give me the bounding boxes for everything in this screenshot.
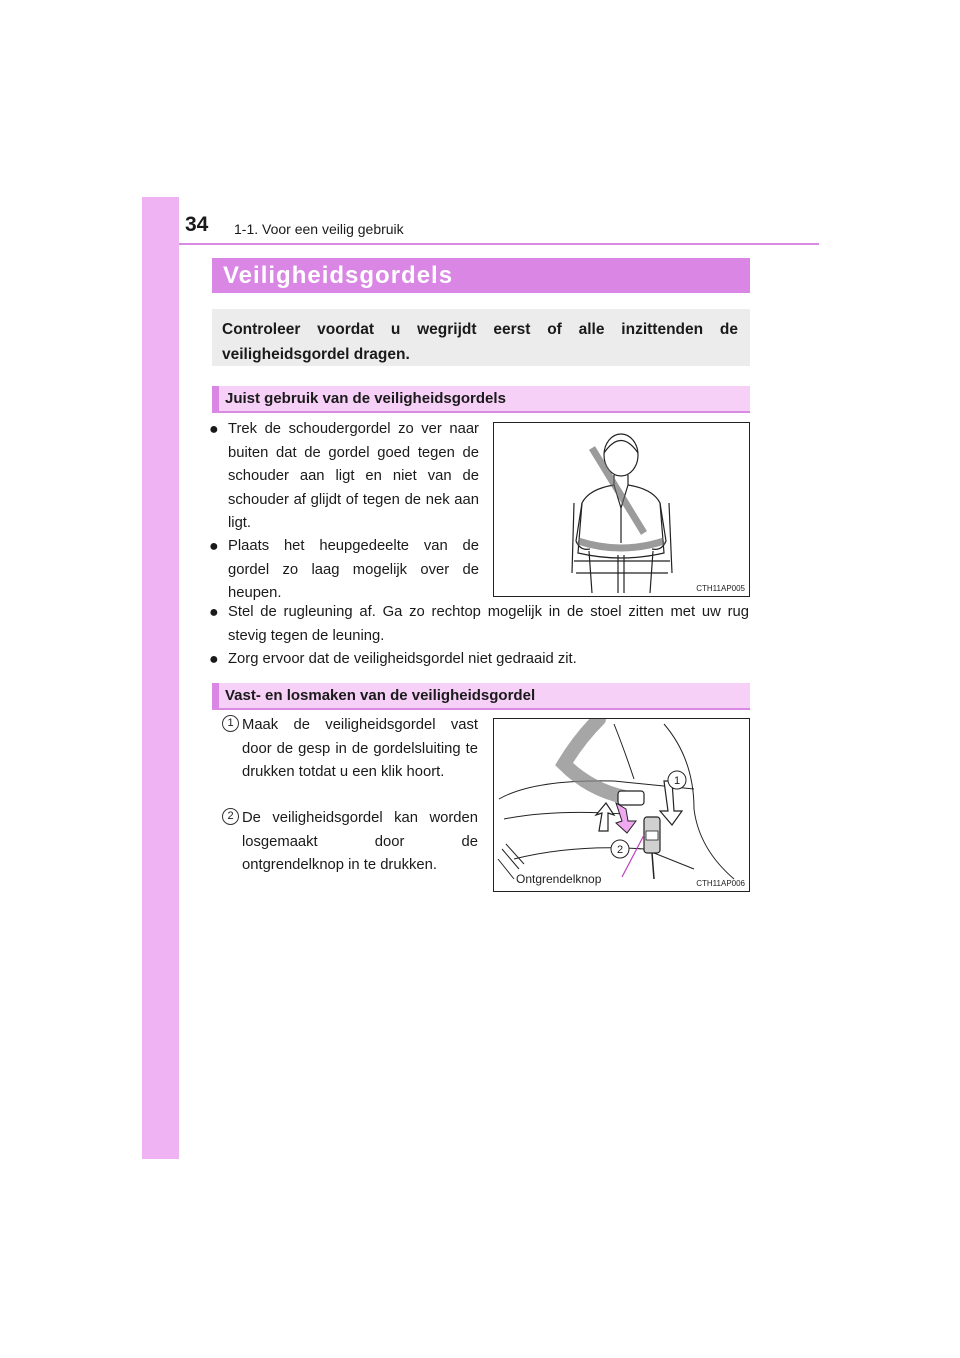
section-heading-fasten-unfasten <box>212 683 750 710</box>
step-text: Maak de veiligheidsgordel vast door de gesp in de gordelsluiting te drukken totdat u een klik hoort. <box>242 717 478 780</box>
bullet-item <box>209 601 749 648</box>
bullet-dot-icon: ● <box>209 538 219 555</box>
bullet-text: Trek de schoudergordel zo ver naar buiten dat de gordel goed tegen de schouder aan ligt en niet van de schouder af glijdt of tegen de nek aan ligt. <box>228 421 479 531</box>
step-number: 2 <box>222 808 239 825</box>
section-title: Vast- en losmaken van de veiligheidsgordel <box>225 687 536 704</box>
header-divider <box>179 243 819 245</box>
section-accent-bar <box>212 683 219 708</box>
bullet-item <box>209 648 749 672</box>
seat-belt-person-illustration <box>494 423 749 596</box>
bullet-dot-icon: ● <box>209 651 219 668</box>
bullet-item <box>209 535 479 606</box>
section-heading-correct-use <box>212 386 750 413</box>
release-button-label: Ontgrendelknop <box>516 872 602 886</box>
page-title-bar <box>212 258 750 293</box>
buckle-figure <box>493 718 750 892</box>
section-title: Juist gebruik van de veiligheidsgordels <box>225 390 506 407</box>
figure-code: CTH11AP006 <box>696 879 745 888</box>
page-title: Veiligheidsgordels <box>223 262 454 289</box>
chapter-side-strip <box>142 197 179 1159</box>
callout-2: 2 <box>616 844 624 856</box>
bullet-dot-icon: ● <box>209 421 219 438</box>
bullet-text: Zorg ervoor dat de veiligheidsgordel niet gedraaid zit. <box>228 651 577 667</box>
section-accent-bar <box>212 386 219 411</box>
step-number: 1 <box>222 715 239 732</box>
callout-1: 1 <box>673 775 681 787</box>
step-text: De veiligheidsgordel kan worden losgemaakt door de ontgrendelknop in te drukken. <box>242 810 478 873</box>
bullet-item <box>209 418 479 536</box>
intro-box <box>212 309 750 366</box>
figure-code: CTH11AP005 <box>696 584 745 593</box>
bullet-text: Stel de rugleuning af. Ga zo rechtop mogelijk in de stoel zitten met uw rug stevig tegen de leuning. <box>228 604 749 644</box>
bullet-dot-icon: ● <box>209 604 219 621</box>
bullet-text: Plaats het heupgedeelte van de gordel zo laag mogelijk over de heupen. <box>228 538 479 601</box>
step-item <box>222 807 478 878</box>
step-item <box>222 714 478 785</box>
intro-text: Controleer voordat u wegrijdt eerst of alle inzittenden de veiligheidsgordel dragen. <box>222 321 738 363</box>
page-number: 34 <box>185 213 209 236</box>
seat-belt-figure <box>493 422 750 597</box>
buckle-illustration <box>494 719 749 891</box>
breadcrumb: 1-1. Voor een veilig gebruik <box>234 221 404 237</box>
